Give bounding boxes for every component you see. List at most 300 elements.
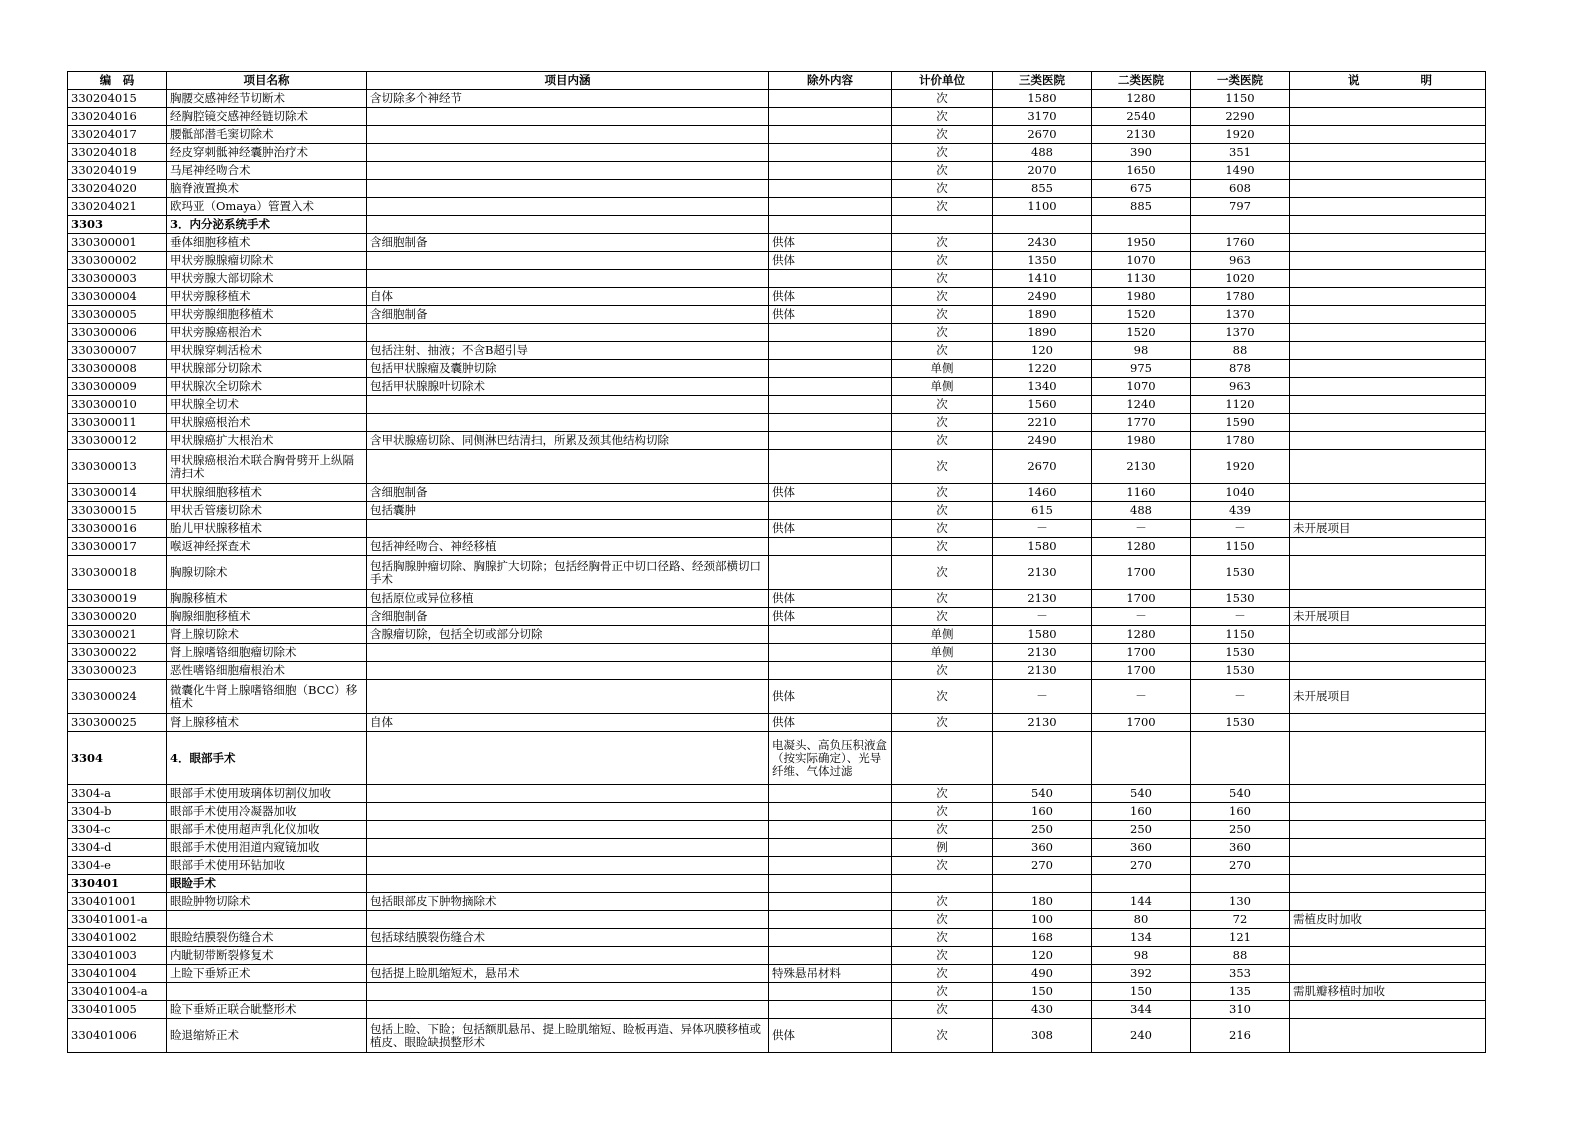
cell-price-class2: 390 [1092,144,1191,162]
cell-note [1290,965,1486,983]
cell-code: 330300025 [68,714,167,732]
cell-unit: 次 [892,1001,993,1019]
cell-content [367,126,769,144]
cell-content: 包括球结膜裂伤缝合术 [367,929,769,947]
cell-content: 包括甲状腺瘤及囊肿切除 [367,360,769,378]
cell-code: 330300023 [68,662,167,680]
cell-price-class3: 1410 [993,270,1092,288]
cell-excluded: 供体 [769,288,892,306]
cell-note [1290,714,1486,732]
cell-excluded [769,450,892,484]
cell-price-class1: 1040 [1191,484,1290,502]
cell-content: 包括囊肿 [367,502,769,520]
cell-price-class3: 3170 [993,108,1092,126]
cell-excluded: 特殊悬吊材料 [769,965,892,983]
cell-excluded [769,108,892,126]
cell-content [367,983,769,1001]
cell-unit: 次 [892,414,993,432]
col-header-code: 编 码 [68,72,167,90]
cell-name: 内眦韧带断裂修复术 [167,947,367,965]
table-row [68,538,1486,556]
cell-name: 甲状旁腺腺瘤切除术 [167,252,367,270]
cell-unit: 次 [892,929,993,947]
cell-code: 330401 [68,875,167,893]
cell-unit: 次 [892,108,993,126]
cell-content [367,180,769,198]
cell-price-class2: 1280 [1092,538,1191,556]
cell-content [367,911,769,929]
cell-content [367,947,769,965]
fee-schedule-table [67,71,1486,1053]
cell-content [367,1001,769,1019]
cell-price-class1: 1020 [1191,270,1290,288]
cell-note [1290,644,1486,662]
cell-note [1290,108,1486,126]
cell-price-class1: 250 [1191,821,1290,839]
cell-content: 含细胞制备 [367,306,769,324]
cell-note [1290,126,1486,144]
cell-name: 甲状旁腺大部切除术 [167,270,367,288]
cell-content [367,875,769,893]
cell-name: 胸腺移植术 [167,590,367,608]
cell-code: 3304-b [68,803,167,821]
table-row [68,180,1486,198]
cell-note [1290,875,1486,893]
cell-price-class2: 134 [1092,929,1191,947]
cell-name: 睑下垂矫正联合眦整形术 [167,1001,367,1019]
cell-name: 胸腰交感神经节切断术 [167,90,367,108]
cell-excluded [769,216,892,234]
cell-unit: 次 [892,450,993,484]
cell-name: 脑脊液置换术 [167,180,367,198]
cell-price-class3: 150 [993,983,1092,1001]
cell-price-class3: 855 [993,180,1092,198]
cell-code: 330300015 [68,502,167,520]
cell-note [1290,270,1486,288]
cell-price-class1: 130 [1191,893,1290,911]
cell-name: 肾上腺移植术 [167,714,367,732]
cell-unit: 次 [892,608,993,626]
table-row [68,608,1486,626]
table-row [68,306,1486,324]
cell-unit: 次 [892,270,993,288]
table-row [68,342,1486,360]
cell-price-class2: 1650 [1092,162,1191,180]
cell-price-class1: 1780 [1191,432,1290,450]
cell-note [1290,216,1486,234]
cell-code: 330300018 [68,556,167,590]
cell-price-class2: 1280 [1092,90,1191,108]
cell-name: 甲状旁腺细胞移植术 [167,306,367,324]
cell-excluded [769,396,892,414]
table-row [68,680,1486,714]
cell-price-class3: 250 [993,821,1092,839]
cell-price-class1: 1150 [1191,626,1290,644]
cell-name: 眼部手术使用环钻加收 [167,857,367,875]
cell-code: 330300013 [68,450,167,484]
cell-price-class2: 80 [1092,911,1191,929]
cell-price-class2: 392 [1092,965,1191,983]
cell-unit: 次 [892,144,993,162]
cell-name: 经皮穿刺骶神经囊肿治疗术 [167,144,367,162]
cell-note [1290,198,1486,216]
cell-code: 330300007 [68,342,167,360]
cell-price-class2: 1700 [1092,662,1191,680]
cell-price-class3: 2130 [993,662,1092,680]
cell-price-class2: 2540 [1092,108,1191,126]
cell-excluded: 供体 [769,520,892,538]
cell-price-class3: 2210 [993,414,1092,432]
cell-excluded [769,857,892,875]
cell-unit: 次 [892,234,993,252]
cell-price-class1: 351 [1191,144,1290,162]
cell-price-class1: 121 [1191,929,1290,947]
cell-price-class3: 120 [993,342,1092,360]
cell-code: 330300011 [68,414,167,432]
cell-price-class1: － [1191,520,1290,538]
cell-price-class2: 1980 [1092,432,1191,450]
note-header-right: 明 [1420,73,1432,87]
cell-content [367,821,769,839]
cell-code: 330204018 [68,144,167,162]
cell-price-class3: 1220 [993,360,1092,378]
cell-content [367,414,769,432]
cell-code: 330204017 [68,126,167,144]
cell-note [1290,538,1486,556]
cell-price-class3: 430 [993,1001,1092,1019]
cell-content [367,644,769,662]
cell-price-class1: 72 [1191,911,1290,929]
cell-content [367,270,769,288]
cell-name: 马尾神经吻合术 [167,162,367,180]
cell-code: 330204016 [68,108,167,126]
cell-name: 腰骶部潜毛窦切除术 [167,126,367,144]
cell-content: 包括上睑、下睑；包括额肌悬吊、提上睑肌缩短、睑板再造、异体巩膜移植或植皮、眼睑缺损整形术 [367,1019,769,1053]
cell-unit: 次 [892,180,993,198]
table-row [68,450,1486,484]
cell-unit: 次 [892,680,993,714]
cell-content [367,803,769,821]
cell-unit: 次 [892,90,993,108]
cell-excluded [769,803,892,821]
cell-content [367,324,769,342]
cell-content: 包括注射、抽液；不含B超引导 [367,342,769,360]
cell-price-class3: 2490 [993,432,1092,450]
cell-price-class3: 2430 [993,234,1092,252]
cell-price-class1: 1150 [1191,538,1290,556]
table-row [68,520,1486,538]
cell-name: 眼睑手术 [167,875,367,893]
cell-price-class2: 488 [1092,502,1191,520]
cell-price-class3: 1460 [993,484,1092,502]
cell-name: 肾上腺切除术 [167,626,367,644]
cell-price-class2: 1070 [1092,378,1191,396]
cell-code: 3303 [68,216,167,234]
cell-content: 含甲状腺癌切除、同侧淋巴结清扫，所累及颈其他结构切除 [367,432,769,450]
col-header-unit: 计价单位 [892,72,993,90]
cell-price-class2: 2130 [1092,126,1191,144]
cell-content [367,662,769,680]
cell-name: 甲状腺癌根治术联合胸骨劈开上纵隔清扫术 [167,450,367,484]
cell-code: 3304-c [68,821,167,839]
cell-content: 包括提上睑肌缩短术，悬吊术 [367,965,769,983]
cell-content [367,162,769,180]
table-row [68,839,1486,857]
cell-price-class2: 1520 [1092,324,1191,342]
cell-price-class3 [993,732,1092,785]
cell-content: 含切除多个神经节 [367,90,769,108]
cell-price-class1: 310 [1191,1001,1290,1019]
cell-name: 微囊化牛肾上腺嗜铬细胞（BCC）移植术 [167,680,367,714]
cell-price-class3: 2130 [993,556,1092,590]
header-row [68,72,1486,90]
cell-content: 自体 [367,714,769,732]
cell-price-class2: 344 [1092,1001,1191,1019]
cell-price-class3: 2670 [993,126,1092,144]
cell-price-class1: 88 [1191,342,1290,360]
cell-price-class3: 2490 [993,288,1092,306]
cell-price-class1: － [1191,608,1290,626]
cell-price-class3: 2130 [993,590,1092,608]
cell-note [1290,414,1486,432]
table-row [68,1019,1486,1053]
cell-price-class1: 1490 [1191,162,1290,180]
cell-excluded: 电凝头、高负压积液盒（按实际确定）、光导纤维、气体过滤 [769,732,892,785]
table-row [68,911,1486,929]
cell-excluded [769,983,892,1001]
cell-excluded: 供体 [769,484,892,502]
cell-unit: 单侧 [892,360,993,378]
cell-price-class2: － [1092,608,1191,626]
cell-price-class1: 1530 [1191,590,1290,608]
cell-price-class1: 1370 [1191,324,1290,342]
cell-code: 330300004 [68,288,167,306]
cell-name: 眼部手术使用泪道内窥镜加收 [167,839,367,857]
cell-unit: 次 [892,947,993,965]
cell-price-class2: 885 [1092,198,1191,216]
cell-content [367,252,769,270]
cell-note [1290,626,1486,644]
cell-note [1290,306,1486,324]
cell-unit: 次 [892,162,993,180]
cell-unit: 次 [892,590,993,608]
cell-unit: 次 [892,288,993,306]
cell-code: 330300020 [68,608,167,626]
cell-note [1290,929,1486,947]
cell-code: 330401001 [68,893,167,911]
cell-name: 胸腺细胞移植术 [167,608,367,626]
cell-price-class1: 1760 [1191,234,1290,252]
cell-price-class3: 1580 [993,538,1092,556]
cell-code: 330300019 [68,590,167,608]
cell-price-class3: 1560 [993,396,1092,414]
cell-excluded [769,875,892,893]
cell-price-class1: 963 [1191,252,1290,270]
cell-excluded [769,324,892,342]
cell-excluded [769,144,892,162]
cell-unit: 次 [892,342,993,360]
cell-unit: 单侧 [892,378,993,396]
cell-price-class3: 270 [993,857,1092,875]
cell-note [1290,252,1486,270]
cell-excluded: 供体 [769,590,892,608]
cell-note [1290,90,1486,108]
cell-excluded [769,378,892,396]
cell-price-class3: 2130 [993,644,1092,662]
cell-excluded [769,893,892,911]
cell-price-class2: 240 [1092,1019,1191,1053]
cell-content [367,198,769,216]
cell-price-class2: 675 [1092,180,1191,198]
cell-unit: 单侧 [892,626,993,644]
cell-excluded [769,556,892,590]
cell-name: 眼睑肿物切除术 [167,893,367,911]
table-row [68,714,1486,732]
cell-price-class2: 1070 [1092,252,1191,270]
cell-content [367,680,769,714]
cell-content [367,520,769,538]
cell-note [1290,803,1486,821]
cell-name: 喉返神经探查术 [167,538,367,556]
table-row [68,288,1486,306]
cell-name: 甲状腺细胞移植术 [167,484,367,502]
cell-price-class1 [1191,732,1290,785]
cell-price-class2: 975 [1092,360,1191,378]
cell-price-class3: 1340 [993,378,1092,396]
cell-note [1290,590,1486,608]
cell-price-class3: 1350 [993,252,1092,270]
cell-name: 恶性嗜铬细胞瘤根治术 [167,662,367,680]
cell-code: 330300001 [68,234,167,252]
table-row [68,360,1486,378]
cell-price-class3: 2670 [993,450,1092,484]
cell-unit: 次 [892,396,993,414]
cell-price-class1: 1120 [1191,396,1290,414]
cell-excluded [769,90,892,108]
cell-price-class2: 1280 [1092,626,1191,644]
table-row [68,626,1486,644]
cell-content [367,732,769,785]
cell-price-class1 [1191,216,1290,234]
cell-code: 330300010 [68,396,167,414]
note-header-left: 说 [1348,73,1360,87]
cell-note [1290,839,1486,857]
cell-unit: 次 [892,538,993,556]
cell-note: 未开展项目 [1290,680,1486,714]
cell-note [1290,450,1486,484]
cell-note [1290,234,1486,252]
cell-price-class3 [993,216,1092,234]
cell-code: 330401004 [68,965,167,983]
cell-code: 330401005 [68,1001,167,1019]
cell-name: 甲状舌管瘘切除术 [167,502,367,520]
table-row [68,857,1486,875]
col-header-note [1290,72,1486,90]
cell-code: 330300005 [68,306,167,324]
cell-price-class2: 1700 [1092,714,1191,732]
cell-excluded [769,821,892,839]
cell-excluded [769,644,892,662]
cell-content: 含细胞制备 [367,484,769,502]
cell-price-class2: 270 [1092,857,1191,875]
cell-excluded [769,1001,892,1019]
cell-excluded [769,785,892,803]
cell-name: 上睑下垂矫正术 [167,965,367,983]
cell-code: 330300003 [68,270,167,288]
cell-unit: 次 [892,965,993,983]
cell-name: 垂体细胞移植术 [167,234,367,252]
table-row [68,556,1486,590]
cell-note [1290,893,1486,911]
cell-price-class2: 98 [1092,947,1191,965]
cell-code: 330401006 [68,1019,167,1053]
table-row [68,90,1486,108]
cell-price-class3: － [993,680,1092,714]
cell-code: 330300017 [68,538,167,556]
cell-price-class3: 1580 [993,626,1092,644]
cell-name: 胎儿甲状腺移植术 [167,520,367,538]
table-row [68,378,1486,396]
table-row [68,484,1486,502]
col-header-class1: 一类医院 [1191,72,1290,90]
cell-excluded [769,947,892,965]
cell-code: 330300021 [68,626,167,644]
cell-code: 330300022 [68,644,167,662]
cell-note [1290,732,1486,785]
cell-price-class3: 1890 [993,324,1092,342]
table-row [68,198,1486,216]
cell-code: 330401004-a [68,983,167,1001]
cell-unit: 例 [892,839,993,857]
cell-note [1290,785,1486,803]
cell-name: 甲状腺癌根治术 [167,414,367,432]
cell-note [1290,144,1486,162]
cell-price-class2: － [1092,520,1191,538]
cell-price-class3: 2070 [993,162,1092,180]
cell-price-class1 [1191,875,1290,893]
cell-code: 330300014 [68,484,167,502]
cell-name [167,983,367,1001]
table-row [68,252,1486,270]
cell-price-class1: 1780 [1191,288,1290,306]
cell-note [1290,556,1486,590]
cell-unit [892,875,993,893]
cell-price-class1: 160 [1191,803,1290,821]
cell-unit: 次 [892,803,993,821]
cell-code: 330300012 [68,432,167,450]
cell-note [1290,947,1486,965]
cell-price-class3: 488 [993,144,1092,162]
cell-price-class3: 1100 [993,198,1092,216]
cell-name: 肾上腺嗜铬细胞瘤切除术 [167,644,367,662]
table-row [68,108,1486,126]
cell-content [367,396,769,414]
table-row [68,126,1486,144]
cell-price-class1: 878 [1191,360,1290,378]
cell-price-class2: 1770 [1092,414,1191,432]
cell-excluded [769,538,892,556]
cell-unit: 次 [892,306,993,324]
cell-content: 含细胞制备 [367,608,769,626]
cell-price-class2: 98 [1092,342,1191,360]
cell-price-class1: 1920 [1191,450,1290,484]
cell-price-class3: 1890 [993,306,1092,324]
table-row [68,234,1486,252]
cell-note [1290,821,1486,839]
cell-price-class2: 1980 [1092,288,1191,306]
cell-price-class2: 1700 [1092,590,1191,608]
cell-unit: 次 [892,502,993,520]
